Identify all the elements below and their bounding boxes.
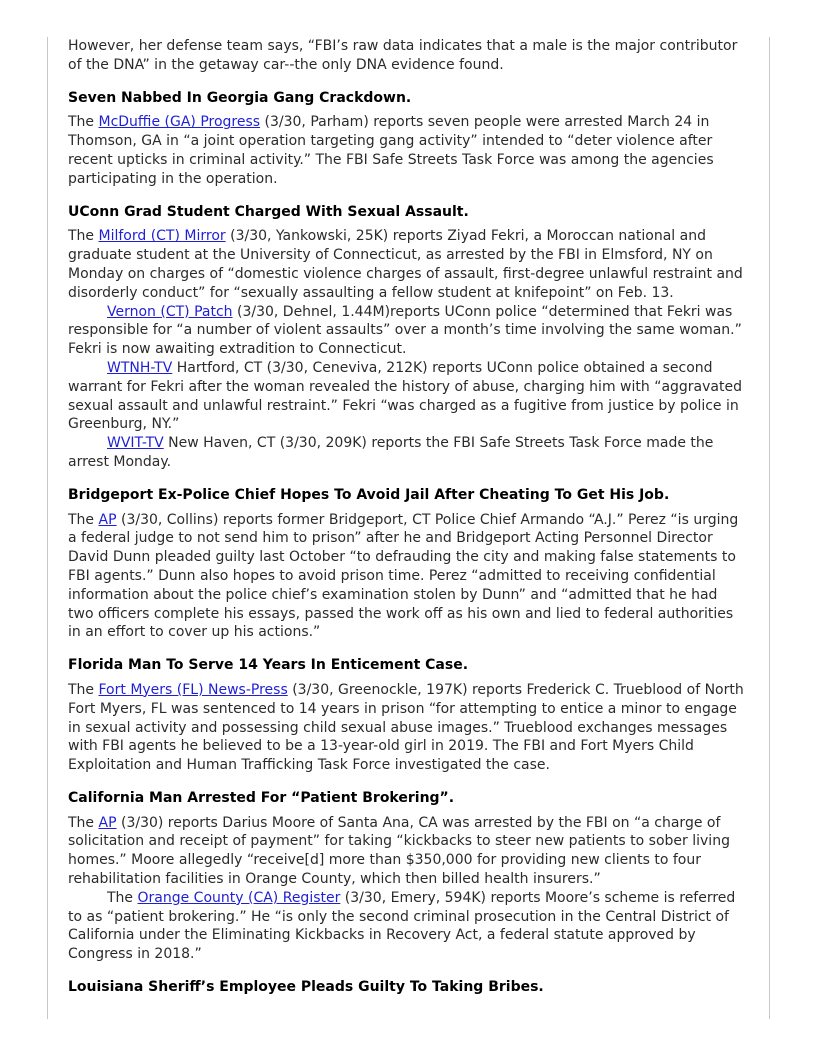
article-louisiana (68, 978, 744, 997)
source-link-oc-register[interactable]: Orange County (CA) Register (137, 889, 341, 906)
document-body (68, 37, 744, 1003)
article-paragraph: The Orange County (CA) Register (3/30, Emery, 594K) reports Moore’s scheme is referred to as “patient brokering.” He “is only the second criminal prosecution in the Central District of California under the Eliminating Kickbacks in Recovery Act, a federal statute approved by Congress in 2018.” (68, 889, 736, 963)
article-georgia-gang (68, 89, 744, 189)
article-paragraph: Vernon (CT) Patch (3/30, Dehnel, 1.44M)reports UConn police “determined that Fekri was responsible for “a number of violent assaults” over a month’s time involving the same woman.” Fekri is now awaiting extradition to Connecticut. (68, 303, 742, 358)
headline: Louisiana Sheriff’s Employee Pleads Guilty To Taking Bribes. (68, 979, 544, 996)
source-link-ap[interactable]: AP (98, 511, 117, 528)
article-paragraph: WVIT-TV New Haven, CT (3/30, 209K) reports the FBI Safe Streets Task Force made the arrest Monday. (68, 435, 714, 470)
article-paragraph: The McDuffie (GA) Progress (3/30, Parham) reports seven people were arrested March 24 in Thomson, GA in “a joint operation targeting gang activity” intended to “deter violence after recent upticks in criminal activity.” The FBI Safe Streets Task Force was among the agencies participating in the operation. (68, 114, 714, 187)
article-florida (68, 656, 744, 775)
source-link-wvit-tv[interactable]: WVIT-TV (107, 435, 164, 452)
source-link-ap[interactable]: AP (98, 814, 117, 831)
headline: California Man Arrested For “Patient Brokering”. (68, 789, 455, 806)
article-california (68, 789, 744, 964)
article-paragraph: The AP (3/30) reports Darius Moore of Santa Ana, CA was arrested by the FBI on “a charge of solicitation and receipt of payment” for taking “kickbacks to steer new patients to sober living homes.” Moore allegedly “receive[d] more than $350,000 for providing new clients to four rehabilitation facilities in Orange County, which then billed health insurers.” (68, 814, 730, 888)
intro-paragraph: However, her defense team says, “FBI’s raw data indicates that a male is the major contributor of the DNA” in the getaway car--the only DNA evidence found. (68, 38, 738, 73)
source-link-vernon-patch[interactable]: Vernon (CT) Patch (107, 303, 233, 320)
article-paragraph: The Milford (CT) Mirror (3/30, Yankowski, 25K) reports Ziyad Fekri, a Moroccan national and graduate student at the University of Connecticut, as arrested by the FBI in Elmsford, NY on Monday on charges of “domestic violence charges of assault, first-degree unlawful restraint and disorderly conduct” for “sexually assaulting a fellow student at knifepoint” on Feb. 13. (68, 228, 743, 301)
article-paragraph: The AP (3/30, Collins) reports former Bridgeport, CT Police Chief Armando “A.J.” Perez “is urging a federal judge to not send him to prison” after he and Bridgeport Acting Personnel Director David Dunn pleaded guilty last October “to defrauding the city and making false statements to FBI agents.” Dunn also hopes to avoid prison time. Perez “admitted to receiving confidential information about the police chief’s examination stolen by Dunn” and “admitted that he had two officers complete his essays, passed the work off as his own and lied to federal authorities in an effort to cover up his actions.” (68, 511, 739, 641)
headline: Florida Man To Serve 14 Years In Enticement Case. (68, 657, 469, 674)
headline: UConn Grad Student Charged With Sexual Assault. (68, 203, 469, 220)
source-link-milford-mirror[interactable]: Milford (CT) Mirror (98, 228, 226, 245)
article-bridgeport (68, 486, 744, 642)
source-link-news-press[interactable]: Fort Myers (FL) News-Press (98, 681, 288, 698)
source-link-mcduffie-progress[interactable]: McDuffie (GA) Progress (98, 114, 261, 131)
article-uconn (68, 203, 744, 472)
source-link-wtnh-tv[interactable]: WTNH-TV (107, 359, 173, 376)
article-paragraph: The Fort Myers (FL) News-Press (3/30, Greenockle, 197K) reports Frederick C. Trueblood of North Fort Myers, FL was sentenced to 14 years in prison “for attempting to entice a minor to engage in sexual activity and possessing child sexual abuse images.” Trueblood exchanges messages with FBI agents he believed to be a 13-year-old girl in 2019. The FBI and Fort Myers Child Exploitation and Human Trafficking Task Force investigated the case. (68, 681, 744, 774)
headline: Seven Nabbed In Georgia Gang Crackdown. (68, 89, 412, 106)
headline: Bridgeport Ex-Police Chief Hopes To Avoid Jail After Cheating To Get His Job. (68, 486, 670, 503)
article-paragraph: WTNH-TV Hartford, CT (3/30, Ceneviva, 212K) reports UConn police obtained a second warrant for Fekri after the woman revealed the history of abuse, charging him with “aggravated sexual assault and unlawful restraint.” Fekri “was charged as a fugitive from justice by police in Greenburg, NY.” (68, 359, 742, 433)
